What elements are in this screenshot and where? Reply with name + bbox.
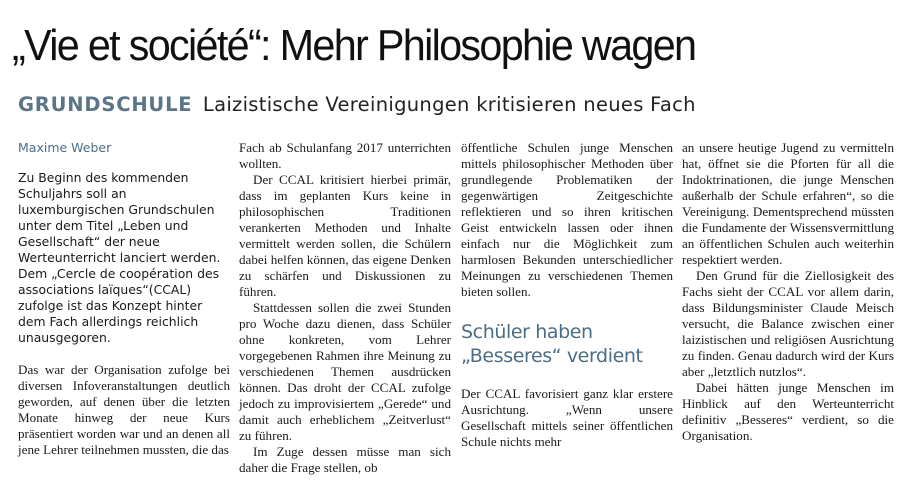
- subtitle: Laizistische Vereinigungen kritisieren neues Fach: [202, 93, 696, 116]
- column-4: [682, 140, 894, 444]
- column-3: [461, 140, 673, 450]
- body-paragraph: öffentliche Schulen junge Menschen mittels philosophischer Methoden über grundlegende Problematiken der gegenwärtigen Zeitgeschichte reflektieren und so ihren kritischen Geist entwickeln lassen oder ihnen einfach nur die Möglichkeit zum harmlosen Bekunden unterschiedlicher Meinungen zu verschiedenen Themen bieten sollen.: [461, 140, 673, 299]
- body-paragraph: Der CCAL favorisiert ganz klar erstere Ausrichtung. „Wenn unsere Gesellschaft mittels seiner öffentlichen Schule nichts mehr: [461, 386, 673, 449]
- body-paragraph: Der CCAL kritisiert hierbei primär, dass im geplanten Kurs keine in philosophischen Traditionen verankerten Methoden und Inhalte vermittelt werden sollen, die Schülern dabei helfen können, das eigene Denken zu schärfen und Diskussionen zu führen.: [239, 172, 451, 299]
- subheadline: [18, 92, 898, 118]
- body-paragraph: Das war der Organisation zufolge bei diversen Infoveranstaltungen deutlich geworden, auf denen über die letzten Monate hinweg der neue Kurs präsentiert worden war und an denen all jene Lehrer teilnehmen mussten, die das: [18, 362, 230, 457]
- body-paragraph: Den Grund für die Ziellosigkeit des Fachs sieht der CCAL vor allem darin, dass Bildungsminister Claude Meisch versucht, die Balance zwischen einer laizistischen und religiösen Ausrichtung zu finden. Genau dadurch wird der Kurs aber „letztlich nutzlos“.: [682, 268, 894, 379]
- headline: „Vie et société“: Mehr Philosophie wagen: [12, 21, 696, 70]
- lead-paragraph: Zu Beginn des kommenden Schuljahrs soll an luxemburgischen Grundschulen unter dem Titel „Leben und Gesellschaft“ der neue Werteunterricht lanciert werden. Dem „Cercle de coopération des associations laïques“(CCAL) zufolge ist das Konzept hinter dem Fach allerdings reichlich unausgegoren.: [18, 170, 221, 345]
- section-subheading: [461, 320, 673, 368]
- subheading-line: Schüler haben: [461, 321, 593, 343]
- byline: Maxime Weber: [18, 140, 112, 155]
- kicker: GRUNDSCHULE: [18, 93, 193, 116]
- body-paragraph: Im Zuge dessen müsse man sich daher die Frage stellen, ob: [239, 444, 451, 475]
- body-paragraph: Dabei hätten junge Menschen im Hinblick auf den Werteunterricht definitiv „Besseres“ verdient, so die Organisation.: [682, 380, 894, 443]
- body-paragraph: Stattdessen sollen die zwei Stunden pro Woche dazu dienen, dass Schüler ohne konkreten, vom Lehrer vorgegebenen Rahmen ihre Meinung zu verschiedenen Themen ausdrücken können. Das droht der CCAL zufolge jedoch zu improvisiertem „Gerede“ und damit auch erheblichem „Zeitverlust“ zu führen.: [239, 300, 451, 443]
- column-1: [18, 140, 230, 458]
- column-2: [239, 140, 451, 476]
- body-paragraph: an unsere heutige Jugend zu vermitteln hat, öffnet sie die Pforten für all die Indoktrinationen, die junge Menschen außerhalb der Schule erfahren“, so die Vereinigung. Dementsprechend müssten die Fundamente der Wissensvermittlung an öffentlichen Schulen auch weiterhin respektiert werden.: [682, 140, 894, 267]
- body-paragraph: Fach ab Schulanfang 2017 unterrichten wollten.: [239, 140, 451, 171]
- subheading-line: „Besseres“ verdient: [461, 345, 643, 367]
